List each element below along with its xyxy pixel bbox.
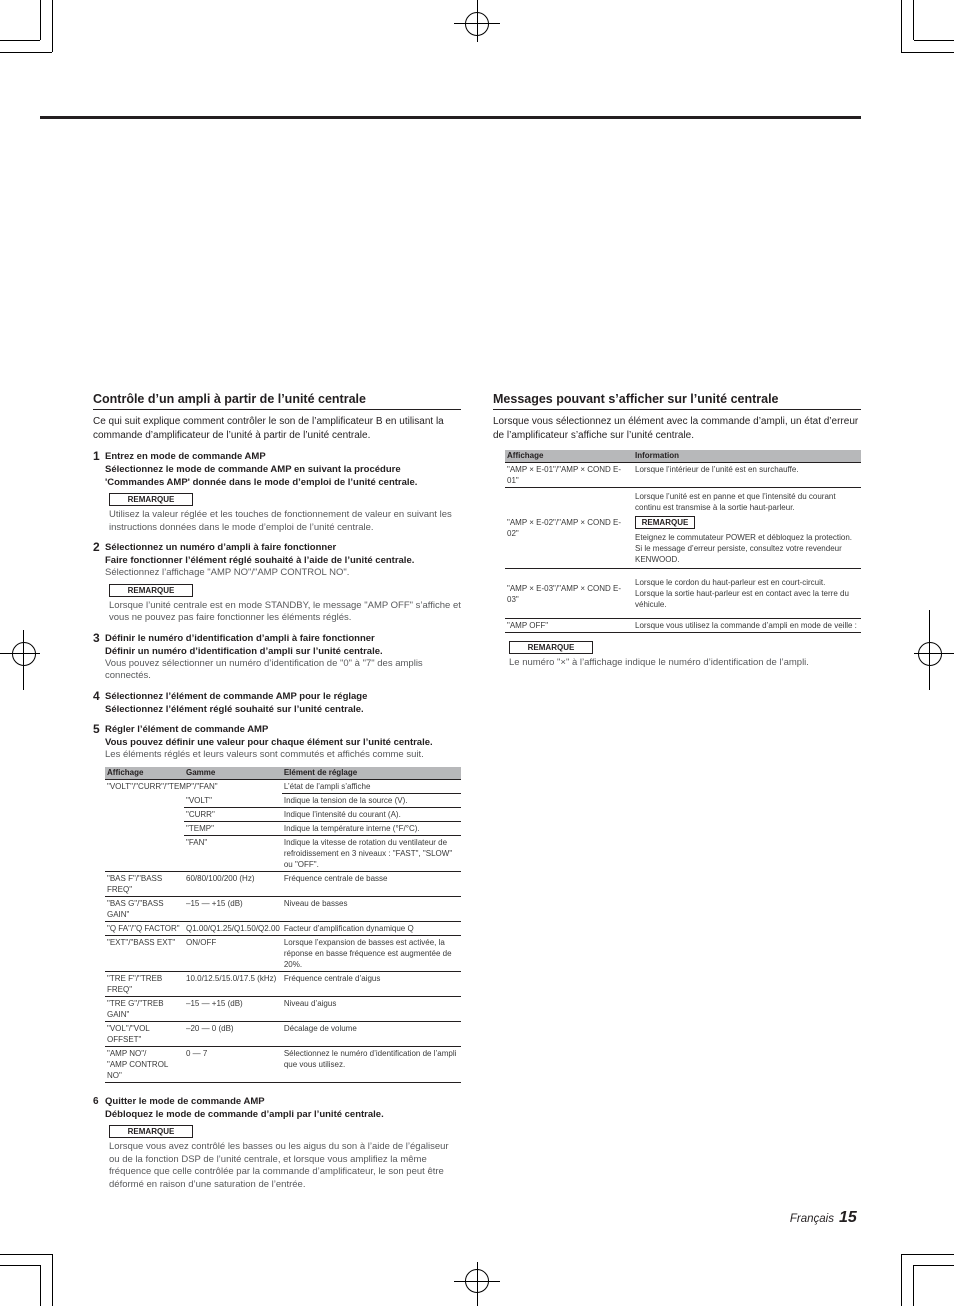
right-column [493, 391, 861, 670]
step-number: 3 [93, 630, 100, 645]
table-row [505, 463, 861, 488]
info-text: Lorsque le cordon du haut-parleur est en court-circuit. [635, 578, 826, 587]
table-cell: "AMP × E-03"/"AMP × COND E-03" [505, 569, 633, 619]
table-cell [105, 836, 184, 872]
table-row [505, 569, 861, 619]
table-row [505, 619, 861, 633]
table-cell [105, 808, 184, 822]
step-text: Sélectionnez l’affichage "AMP NO"/"AMP CONTROL NO". [105, 567, 350, 578]
table-cell: "AMP OFF" [505, 619, 633, 633]
table-row [105, 897, 461, 922]
table-cell: –20 — 0 (dB) [184, 1022, 282, 1047]
step-title: Sélectionnez l’élément de commande AMP pour le réglage [105, 690, 368, 702]
table-cell: 0 — 7 [184, 1047, 282, 1083]
table-row [105, 997, 461, 1022]
note-label: REMARQUE [109, 493, 193, 506]
error-messages-table [505, 450, 861, 633]
table-cell: Indique la tension de la source (V). [282, 794, 461, 808]
table-cell: "TRE G"/"TREB GAIN" [105, 997, 184, 1022]
table-cell: "AMP × E-02"/"AMP × COND E-02" [505, 488, 633, 569]
section-heading: Contrôle d’un ampli à partir de l’unité centrale [93, 391, 461, 410]
step-title: Entrez en mode de commande AMP [105, 451, 266, 462]
table-cell: "TRE F"/"TREB FREQ" [105, 972, 184, 997]
step-subtitle: Définir un numéro d’identification d’ampli sur l’unité centrale. [105, 645, 383, 657]
table-cell [105, 794, 184, 808]
table-cell: "VOLT" [184, 794, 282, 808]
info-text: Lorsque la sortie haut-parleur est en contact avec la terre du véhicule. [635, 589, 849, 609]
table-cell: 60/80/100/200 (Hz) [184, 872, 282, 897]
table-cell: –15 — +15 (dB) [184, 997, 282, 1022]
table-cell: –15 — +15 (dB) [184, 897, 282, 922]
step-number: 1 [93, 449, 100, 463]
table-row [105, 780, 461, 794]
table-cell: "EXT"/"BASS EXT" [105, 936, 184, 972]
note-label: REMARQUE [635, 516, 695, 529]
step-title: Quitter le mode de commande AMP [105, 1096, 265, 1107]
table-cell: "FAN" [184, 836, 282, 872]
table-cell [633, 488, 861, 569]
table-cell: "TEMP" [184, 822, 282, 836]
table-cell: Q1.00/Q1.25/Q1.50/Q2.00 [184, 922, 282, 936]
step-title: Régler l’élément de commande AMP [105, 723, 269, 735]
step-subtitle: Sélectionnez l’élément réglé souhaité sur l’unité centrale. [105, 703, 364, 715]
table-header: Affichage [505, 450, 633, 463]
table-cell: Lorsque vous utilisez la commande d’ampli en mode de veille : [633, 619, 861, 633]
table-header: Gamme [184, 767, 282, 780]
step-4 [93, 690, 461, 716]
info-text: Lorsque l’unité est en panne et que l’intensité du courant continu est transmise à la sortie haut-parleur. [635, 492, 836, 512]
table-cell: Niveau de basses [282, 897, 461, 922]
left-column [93, 391, 461, 1198]
table-cell: "VOL"/"VOL OFFSET" [105, 1022, 184, 1047]
step-number: 5 [93, 721, 100, 736]
note-text: Lorsque l’unité centrale est en mode STANDBY, le message "AMP OFF" s’affiche et vous ne pouvez pas faire fonctionner les éléments réglés. [109, 599, 461, 623]
table-cell: ON/OFF [184, 936, 282, 972]
step-subtitle: Vous pouvez définir une valeur pour chaque élément sur l’unité centrale. [105, 736, 433, 748]
table-row [105, 836, 461, 872]
table-cell: Indique la vitesse de rotation du ventilateur de refroidissement en 3 niveaux : "FAST", "SLOW" ou "OFF". [282, 836, 461, 872]
table-cell: Lorsque l’intérieur de l’unité est en surchauffe. [633, 463, 861, 488]
amp-settings-table [105, 767, 461, 1083]
table-header: Information [633, 450, 861, 463]
table-cell: Sélectionnez le numéro d’identification de l’ampli que vous utilisez. [282, 1047, 461, 1083]
table-row [105, 972, 461, 997]
table-header: Elément de réglage [282, 767, 461, 780]
step-number: 2 [93, 540, 100, 554]
step-text: Vous pouvez sélectionner un numéro d’identification de "0" à "7" des amplis connectés. [105, 657, 423, 681]
table-row [105, 936, 461, 972]
table-cell [105, 822, 184, 836]
note-label: REMARQUE [109, 584, 193, 597]
table-row [505, 488, 861, 569]
table-row [105, 922, 461, 936]
table-cell: "AMP NO"/ "AMP CONTROL NO" [105, 1047, 184, 1083]
table-cell: Décalage de volume [282, 1022, 461, 1047]
intro-paragraph: Ce qui suit explique comment contrôler le son de l’amplificateur B en utilisant la commande d’amplificateur de l’unité à partir de l’unité centrale. [93, 416, 444, 441]
table-row [105, 872, 461, 897]
table-cell: "Q FA"/"Q FACTOR" [105, 922, 184, 936]
table-cell: "BAS F"/"BASS FREQ" [105, 872, 184, 897]
note-label: REMARQUE [509, 641, 593, 654]
step-number: 6 [93, 1096, 99, 1107]
table-row [105, 1022, 461, 1047]
step-subtitle: Débloquez le mode de commande d’ampli par l’unité centrale. [105, 1109, 384, 1120]
note-text: Le numéro "×" à l’affichage indique le numéro d’identification de l’ampli. [509, 657, 809, 668]
step-6 [93, 1095, 461, 1191]
note-text: Lorsque vous avez contrôlé les basses ou les aigus du son à l’aide de l’égaliseur ou de la fonction DSP de l’unité centrale, et lorsque vous amplifiez la même fréquence que celle contrôlée par la commande d’amplificateur, le son peut être déformé en raison d’une saturation de l’entrée. [109, 1141, 449, 1190]
table-cell: Indique la température interne (°F/°C). [282, 822, 461, 836]
table-header: Affichage [105, 767, 184, 780]
step-subtitle: Sélectionnez le mode de commande AMP en suivant la procédure 'Commandes AMP' donnée dans le mode d’emploi de l’unité centrale. [105, 464, 418, 488]
step-text: Les éléments réglés et leurs valeurs sont commutés et affichés comme suit. [105, 748, 424, 760]
table-cell: Niveau d’aigus [282, 997, 461, 1022]
step-title: Sélectionnez un numéro d’ampli à faire fonctionner [105, 542, 337, 553]
page-number: 15 [839, 1209, 857, 1226]
table-cell: "BAS G"/"BASS GAIN" [105, 897, 184, 922]
note-label: REMARQUE [109, 1125, 193, 1138]
step-3 [93, 632, 461, 683]
table-row [105, 822, 461, 836]
footer-language: Français [789, 1213, 834, 1225]
right-note [493, 637, 861, 670]
table-cell [633, 569, 861, 619]
step-2 [93, 541, 461, 625]
step-subtitle: Faire fonctionner l’élément réglé souhaité à l’aide de l’unité centrale. [105, 555, 415, 566]
intro-paragraph: Lorsque vous sélectionnez un élément avec la commande d’ampli, un état d’erreur de l’amplificateur s’affiche sur l’unité centrale. [493, 416, 859, 441]
table-row [105, 794, 461, 808]
table-cell: Indique l’intensité du courant (A). [282, 808, 461, 822]
note-text: Utilisez la valeur réglée et les touches de fonctionnement de valeur en suivant les instructions données dans le mode d’emploi de l’unité centrale. [109, 509, 452, 533]
top-rule [40, 116, 861, 119]
section-heading: Messages pouvant s’afficher sur l’unité centrale [493, 391, 861, 410]
table-cell: "CURR" [184, 808, 282, 822]
table-cell: "AMP × E-01"/"AMP × COND E-01" [505, 463, 633, 488]
table-cell: Facteur d’amplification dynamique Q [282, 922, 461, 936]
table-row [105, 1047, 461, 1083]
step-number: 4 [93, 688, 100, 703]
table-cell: L’état de l’ampli s’affiche [282, 780, 461, 794]
step-1 [93, 450, 461, 534]
table-cell: 10.0/12.5/15.0/17.5 (kHz) [184, 972, 282, 997]
table-cell: "VOLT"/"CURR"/"TEMP"/"FAN" [107, 782, 218, 791]
step-title: Définir le numéro d’identification d’ampli à faire fonctionner [105, 632, 375, 644]
table-row [105, 808, 461, 822]
table-cell: Lorsque l’expansion de basses est activée, la réponse en basse fréquence est augmentée de 20%. [282, 936, 461, 972]
step-5 [93, 723, 461, 762]
table-cell: Fréquence centrale d’aigus [282, 972, 461, 997]
info-note-text: Eteignez le commutateur POWER et débloquez la protection. Si le message d’erreur persiste, consultez votre revendeur KENWOOD. [635, 533, 852, 564]
table-cell: Fréquence centrale de basse [282, 872, 461, 897]
